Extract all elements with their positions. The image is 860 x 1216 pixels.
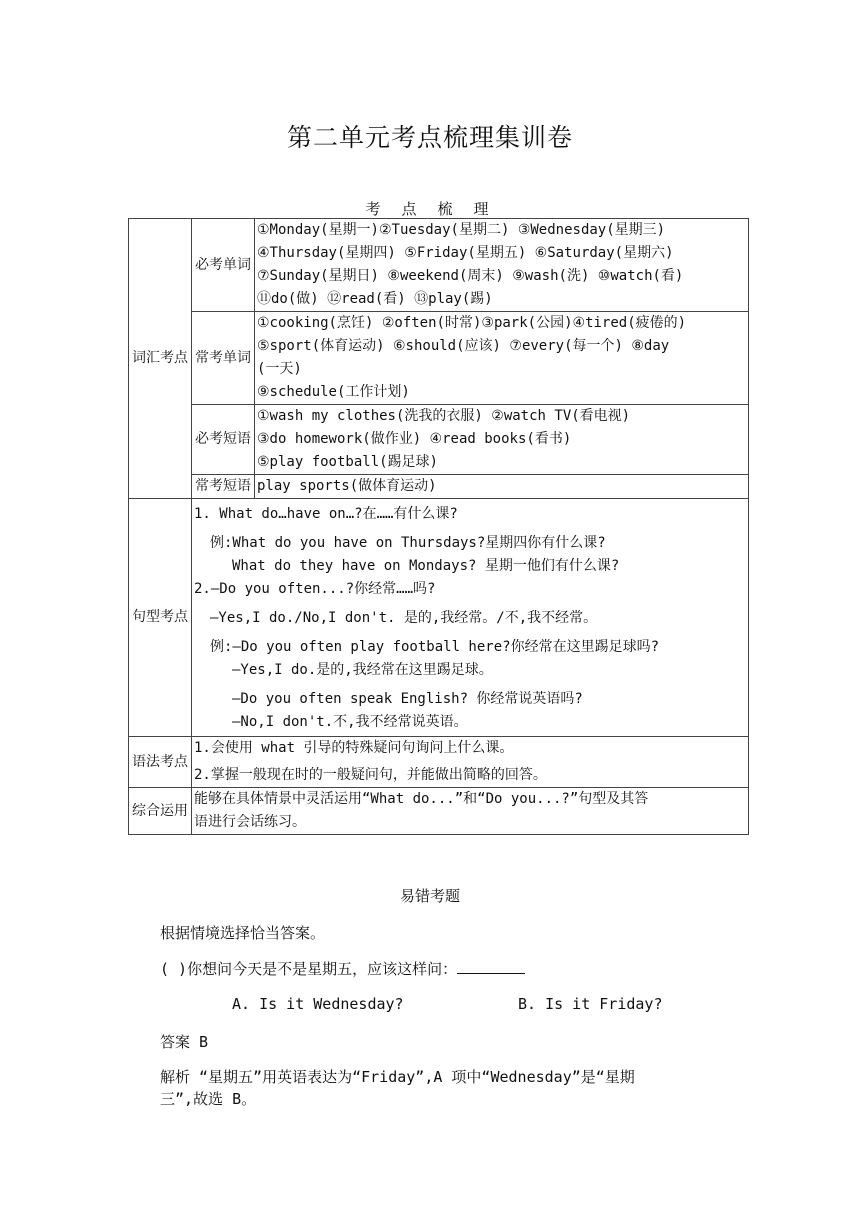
section-subtitle: 考 点 梳 理 [365, 200, 495, 218]
text-line: ⑤sport(体育运动) ⑥should(应该) ⑦every(每一个) ⑧day [257, 338, 670, 354]
question-text: ( )你想问今天是不是星期五，应该这样问： [160, 960, 458, 978]
question [160, 958, 525, 979]
text-line: ⑦Sunday(星期日) ⑧weekend(周末) ⑨wash(洗) ⑩watch(看) [257, 268, 684, 284]
vocab-row-label: 常考短语 [192, 475, 255, 499]
comprehensive-content [192, 788, 749, 835]
analysis-line-2: 三”,故选 B。 [160, 1090, 257, 1108]
vocab-category: 词汇考点 [129, 219, 192, 499]
text-line: play sports(做体育运动) [257, 478, 437, 494]
text-line: ①cooking(烹饪) ②often(时常)③park(公园)④tired(疲倦的) [257, 315, 687, 331]
text-line: ⑪do(做) ⑫read(看) ⑬play(踢) [257, 291, 493, 307]
vocab-row-label: 必考单词 [192, 219, 255, 312]
text-line: ④Thursday(星期四) ⑤Friday(星期五) ⑥Saturday(星期六) [257, 245, 674, 261]
sentence-category: 句型考点 [129, 499, 192, 737]
knowledge-table [128, 218, 749, 835]
vocab-row-content [255, 219, 749, 312]
section-title: 易错考题 [399, 887, 460, 905]
comprehensive-category: 综合运用 [129, 788, 192, 835]
text-line: What do they have on Mondays? 星期一他们有什么课? [232, 558, 620, 574]
option-b: B. Is it Friday? [518, 995, 663, 1013]
vocab-row-content [255, 405, 749, 475]
text-line: ①Monday(星期一)②Tuesday(星期二) ③Wednesday(星期三) [257, 222, 666, 238]
instruction: 根据情境选择恰当答案。 [160, 924, 326, 942]
text-line: 1.会使用 what 引导的特殊疑问句询问上什么课。 [194, 740, 514, 756]
text-line: 1. What do…have on…?在……有什么课? [194, 506, 458, 522]
text-line: 语进行会话练习。 [194, 814, 306, 830]
sentence-content [192, 499, 749, 737]
text-line: 2.掌握一般现在时的一般疑问句，并能做出简略的回答。 [194, 767, 547, 783]
text-line: —Do you often speak English? 你经常说英语吗? [232, 691, 583, 707]
text-line: ①wash my clothes(洗我的衣服) ②watch TV(看电视) [257, 408, 631, 424]
text-line: 能够在具体情景中灵活运用“What do...”和“Do you...?”句型及其答 [194, 791, 649, 807]
text-line: —No,I don't.不,我不经常说英语。 [232, 714, 468, 730]
text-line: ③do homework(做作业) ④read books(看书) [257, 431, 572, 447]
analysis-line-1: 解析 “星期五”用英语表达为“Friday”,A 项中“Wednesday”是“星期 [160, 1068, 635, 1086]
grammar-content [192, 737, 749, 788]
text-line: ⑤play football(踢足球) [257, 454, 438, 470]
vocab-row-content [255, 475, 749, 499]
answer: 答案 B [160, 1033, 209, 1051]
vocab-row-label: 常考单词 [192, 312, 255, 405]
page-title: 第二单元考点梳理集训卷 [286, 123, 573, 152]
grammar-category: 语法考点 [129, 737, 192, 788]
text-line: ⑨schedule(工作计划) [257, 384, 410, 400]
text-line: 2.—Do you often...?你经常……吗? [194, 581, 436, 597]
text-line: (一天) [257, 361, 302, 377]
option-a: A. Is it Wednesday? [232, 995, 404, 1013]
vocab-row-label: 必考短语 [192, 405, 255, 475]
text-line: —Yes,I do./No,I don't. 是的,我经常。/不,我不经常。 [210, 610, 598, 626]
text-line: —Yes,I do.是的,我经常在这里踢足球。 [232, 662, 493, 678]
answer-blank [457, 959, 525, 974]
text-line: 例:—Do you often play football here?你经常在这里踢足球吗? [210, 639, 660, 655]
vocab-row-content [255, 312, 749, 405]
text-line: 例:What do you have on Thursdays?星期四你有什么课? [210, 535, 606, 551]
